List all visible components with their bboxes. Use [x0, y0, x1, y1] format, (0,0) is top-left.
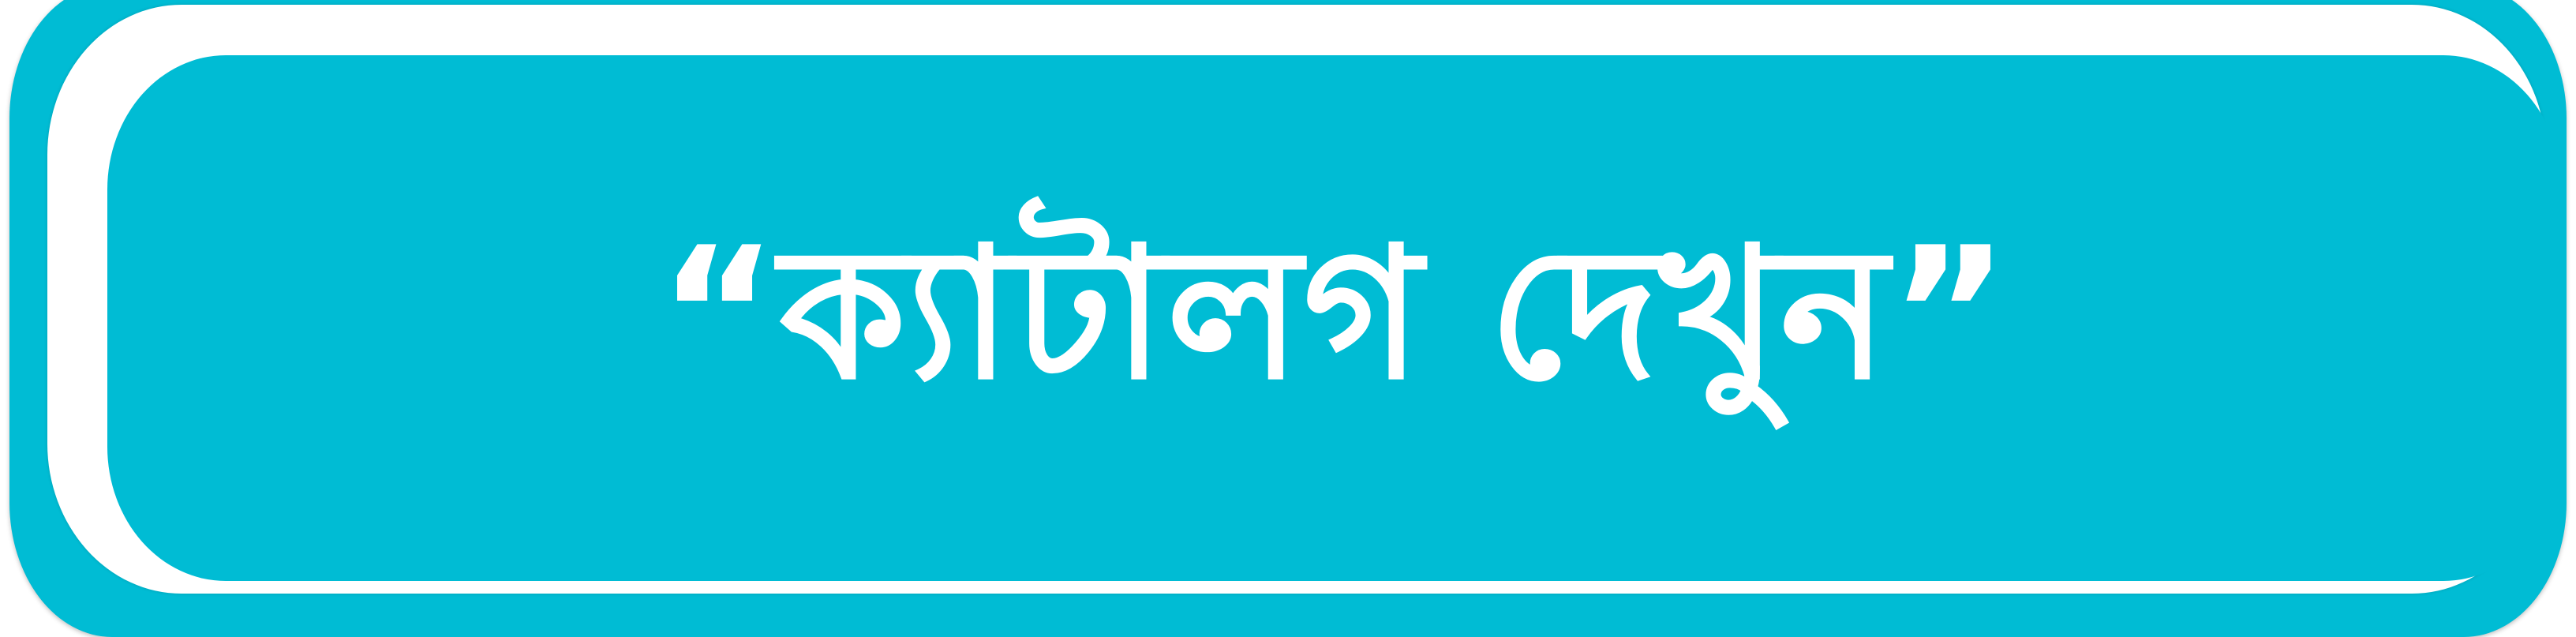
button-border-ring — [47, 5, 2546, 594]
button-label: “ক্যাটালগ দেখুন” — [658, 209, 2011, 420]
view-catalog-button[interactable] — [9, 0, 2567, 637]
button-face[interactable] — [107, 55, 2562, 581]
